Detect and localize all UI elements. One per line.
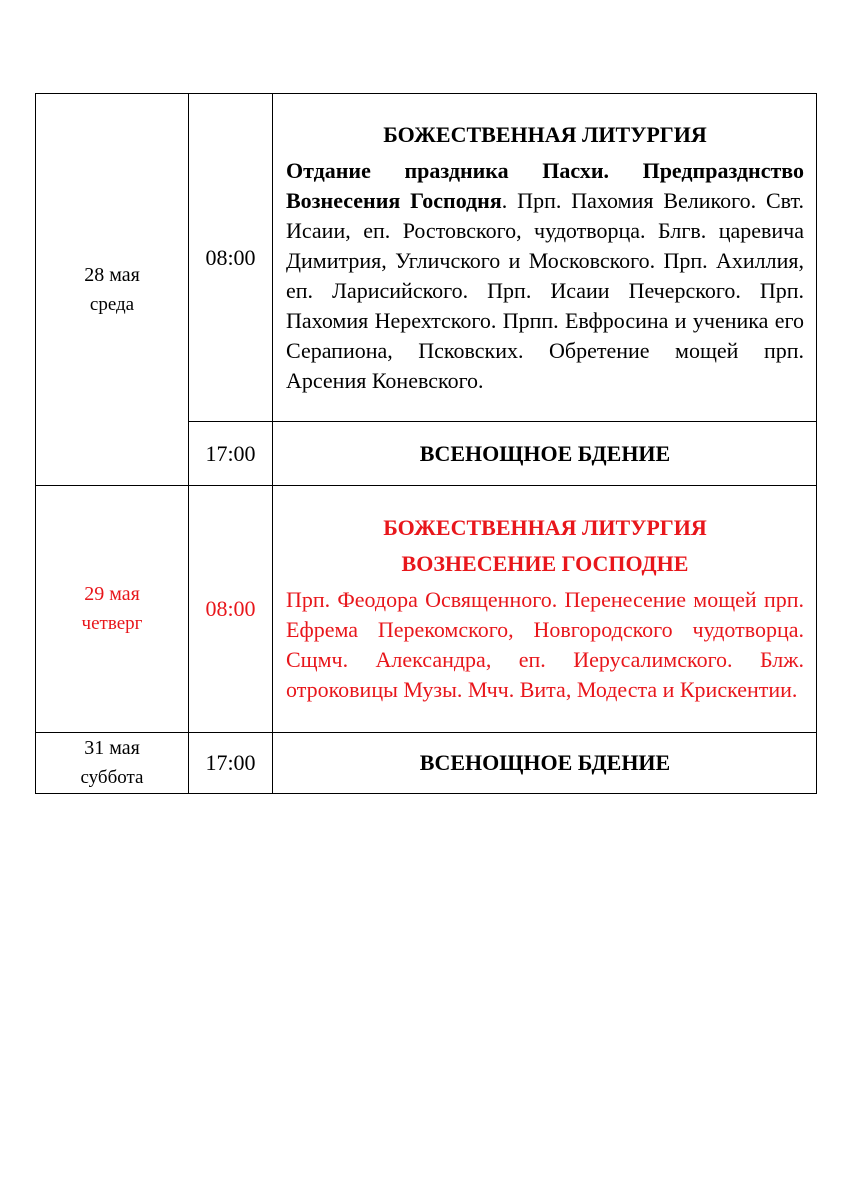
date-cell	[36, 733, 189, 794]
date-label: 28 мая	[84, 263, 140, 286]
feast-name: Отдание праздника Пасхи. Предпразднство Вознесения Господня	[286, 157, 804, 213]
weekday-label: суббота	[80, 767, 144, 788]
service-description	[273, 486, 817, 733]
saints-list: . Прп. Пахомия Великого. Свт. Исаии, еп. Ростовского, чудотворца. Блгв. царевича Димитрия, Угличского и Московского. Прп. Ахиллия, еп. Ларисийского. Прп. Исаии Печерского. Прп. Пахомия Нерехтского. Прпп. Евфросина и ученика его Серапиона, Псковских. Обретение мощей прп. Арсения Коневского.	[286, 187, 804, 393]
date-cell	[36, 94, 189, 486]
service-description	[273, 422, 817, 486]
service-time: 08:00	[205, 244, 256, 270]
service-description	[273, 733, 817, 794]
date-label: 29 мая	[84, 583, 140, 605]
date-label: 31 мая	[84, 737, 140, 759]
service-title: ВСЕНОЩНОЕ БДЕНИЕ	[419, 750, 671, 775]
table-row	[36, 733, 817, 794]
time-cell	[189, 422, 273, 486]
service-title: ВСЕНОЩНОЕ БДЕНИЕ	[419, 440, 671, 466]
service-description	[273, 94, 817, 422]
table-row	[36, 486, 817, 733]
service-title: БОЖЕСТВЕННАЯ ЛИТУРГИЯ	[383, 121, 707, 147]
time-cell	[189, 486, 273, 733]
service-title: БОЖЕСТВЕННАЯ ЛИТУРГИЯ	[383, 515, 707, 540]
service-time: 17:00	[205, 750, 256, 775]
date-cell	[36, 486, 189, 733]
time-cell	[189, 733, 273, 794]
table-row	[36, 94, 817, 422]
weekday-label: среда	[89, 293, 135, 315]
service-time: 17:00	[205, 440, 256, 466]
feast-title: ВОЗНЕСЕНИЕ ГОСПОДНЕ	[401, 551, 689, 576]
saints-list: Прп. Феодора Освященного. Перенесение мощей прп. Ефрема Перекомского, Новгородского чудотворца. Сщмч. Александра, еп. Иерусалимского. Блж. отроковицы Музы. Мчч. Вита, Модеста и Крискентии.	[286, 587, 804, 702]
saints-text	[286, 156, 804, 396]
time-cell	[189, 94, 273, 422]
weekday-label: четверг	[81, 613, 143, 634]
schedule-table	[35, 93, 817, 794]
service-time: 08:00	[205, 596, 256, 621]
